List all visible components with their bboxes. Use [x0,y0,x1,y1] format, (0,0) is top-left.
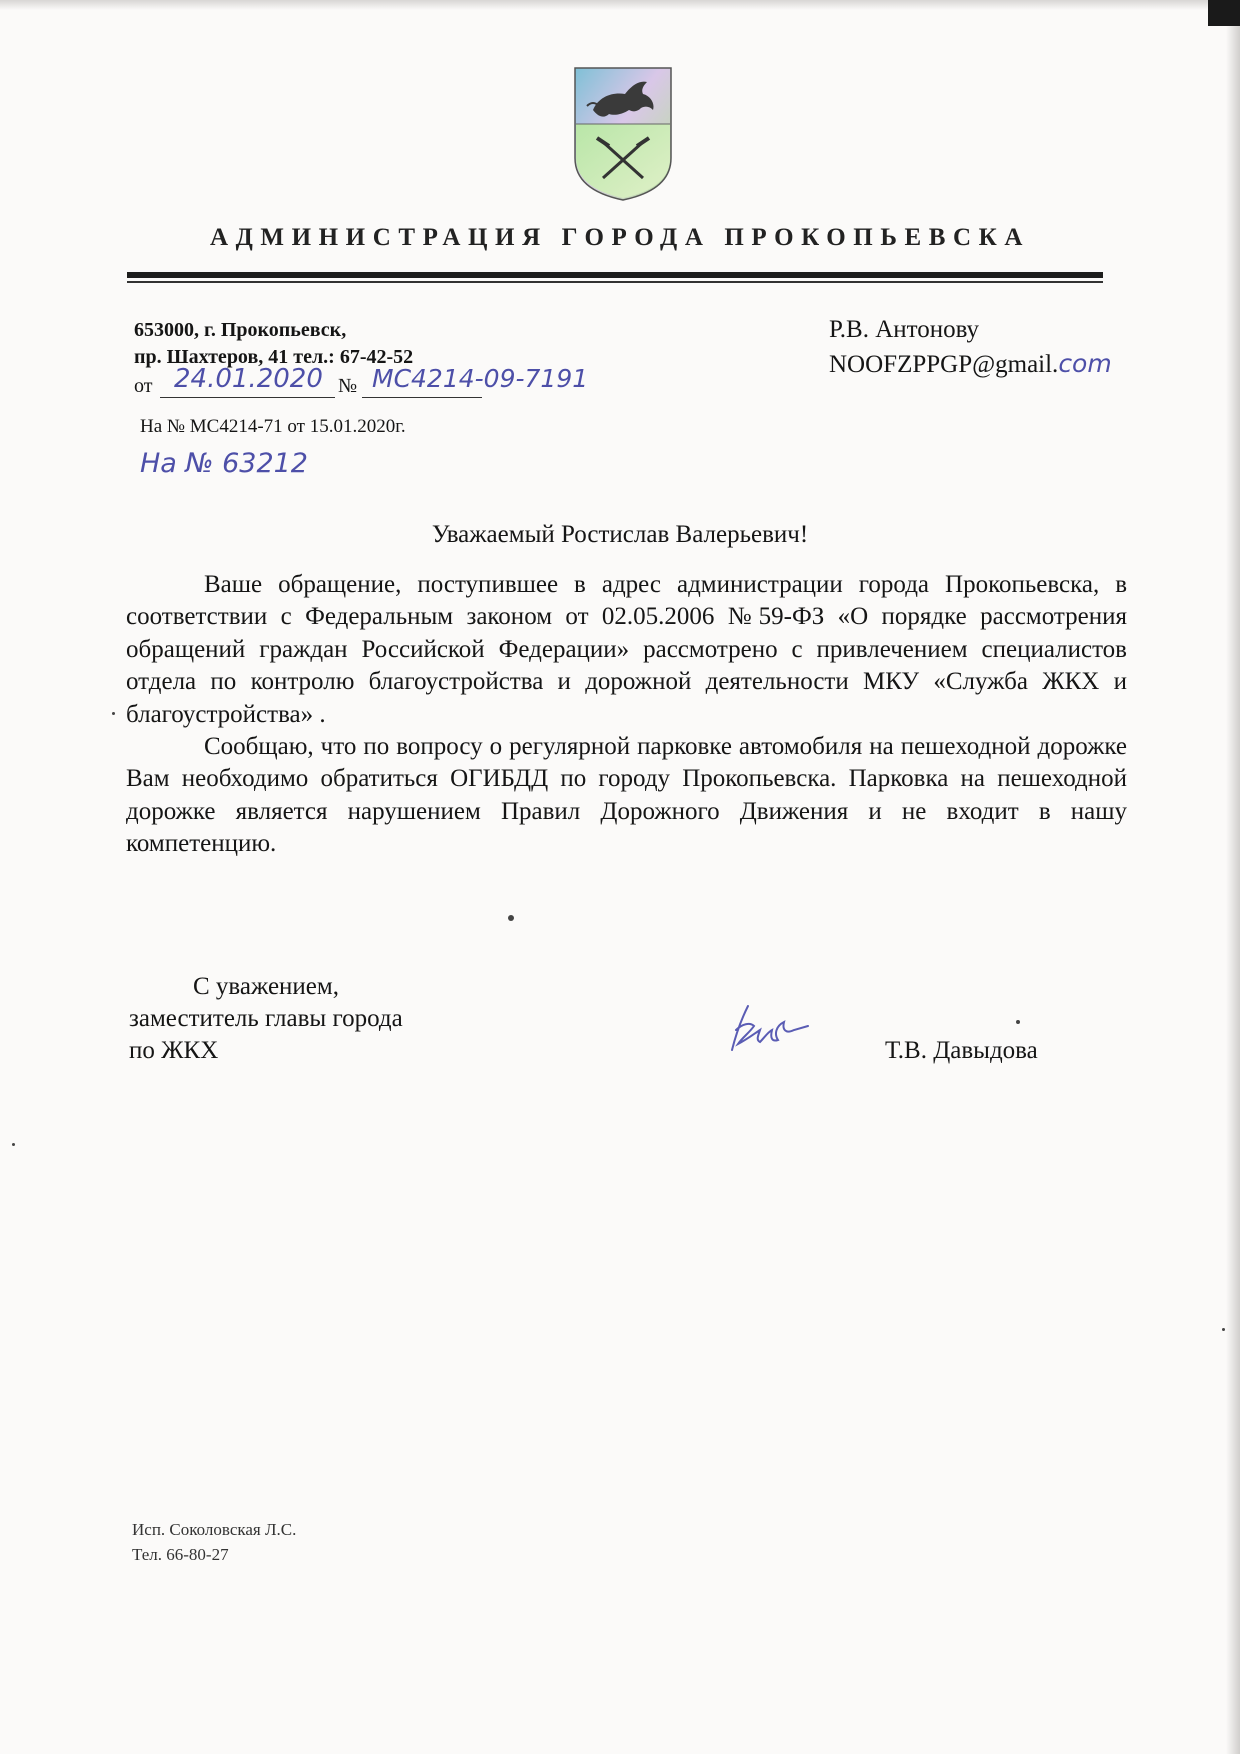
handwritten-date: 24.01.2020 [174,364,323,394]
scan-corner-mark [1208,0,1240,26]
body-paragraph-2: Сообщаю, что по вопросу о регулярной парковке автомобиля на пешеходной дорожке Вам необходимо обратиться ОГИБДД по городу Прокопьевска. Парковка на пешеходной дорожке является нарушением Правил Дорожного Движения и не входит в нашу компетенцию. [126,733,1127,858]
recipient-email-typed: NOOFZPPGP@gmail. [829,351,1059,378]
scan-speck [1016,1020,1020,1024]
sender-address-line1: 653000, г. Прокопьевск, [134,319,347,341]
recipient-name: Р.В. Антонову [829,316,980,343]
body-paragraph-1: Ваше обращение, поступившее в адрес администрации города Прокопьевска, в соответствии с Федеральным законом от 02.05.2006 №59-ФЗ «О порядке рассмотрения обращений граждан Российской Федерации» рассмотрено с привлечением специалистов отдела по контролю благоустройства и дорожной деятельности МКУ «Служба ЖКХ и благоустройства» . [126,571,1127,728]
closing: С уважением, [193,973,339,1000]
date-underline [160,397,335,398]
date-prefix: от [134,375,153,397]
scan-speck [12,1143,15,1146]
coat-of-arms-icon [573,66,673,202]
position-line1: заместитель главы города [129,1005,403,1032]
reference-line: На № МС4214-71 от 15.01.2020г. [140,416,406,437]
salutation: Уважаемый Ростислав Валерьевич! [431,521,809,548]
scan-speck [112,712,115,715]
letter-body [126,569,1127,861]
header-rule-thick [127,272,1103,278]
sender-address-line2: пр. Шахтеров, 41 тел.: 67-42-52 [134,346,414,368]
executor-name: Исп. Соколовская Л.С. [132,1520,297,1539]
scan-speck [508,915,514,921]
signatory-name: Т.В. Давыдова [885,1037,1038,1064]
scan-top-shadow [0,0,1240,10]
handwritten-reference: На № 63212 [140,448,308,479]
organization-title: АДМИНИСТРАЦИЯ ГОРОДА ПРОКОПЬЕВСКА [209,224,1031,251]
number-underline [362,397,482,398]
scan-right-shadow [1226,0,1240,1754]
recipient-email [829,349,1112,379]
scan-speck [1222,1328,1225,1331]
handwritten-number: МС4214-09-7191 [372,364,589,393]
header-rule-thin [127,281,1103,283]
number-prefix: № [338,375,358,397]
handwritten-signature-icon [728,1000,812,1056]
recipient-email-handwritten: com [1058,349,1112,378]
position-line2: по ЖКХ [129,1037,219,1064]
executor-phone: Тел. 66-80-27 [132,1545,229,1564]
